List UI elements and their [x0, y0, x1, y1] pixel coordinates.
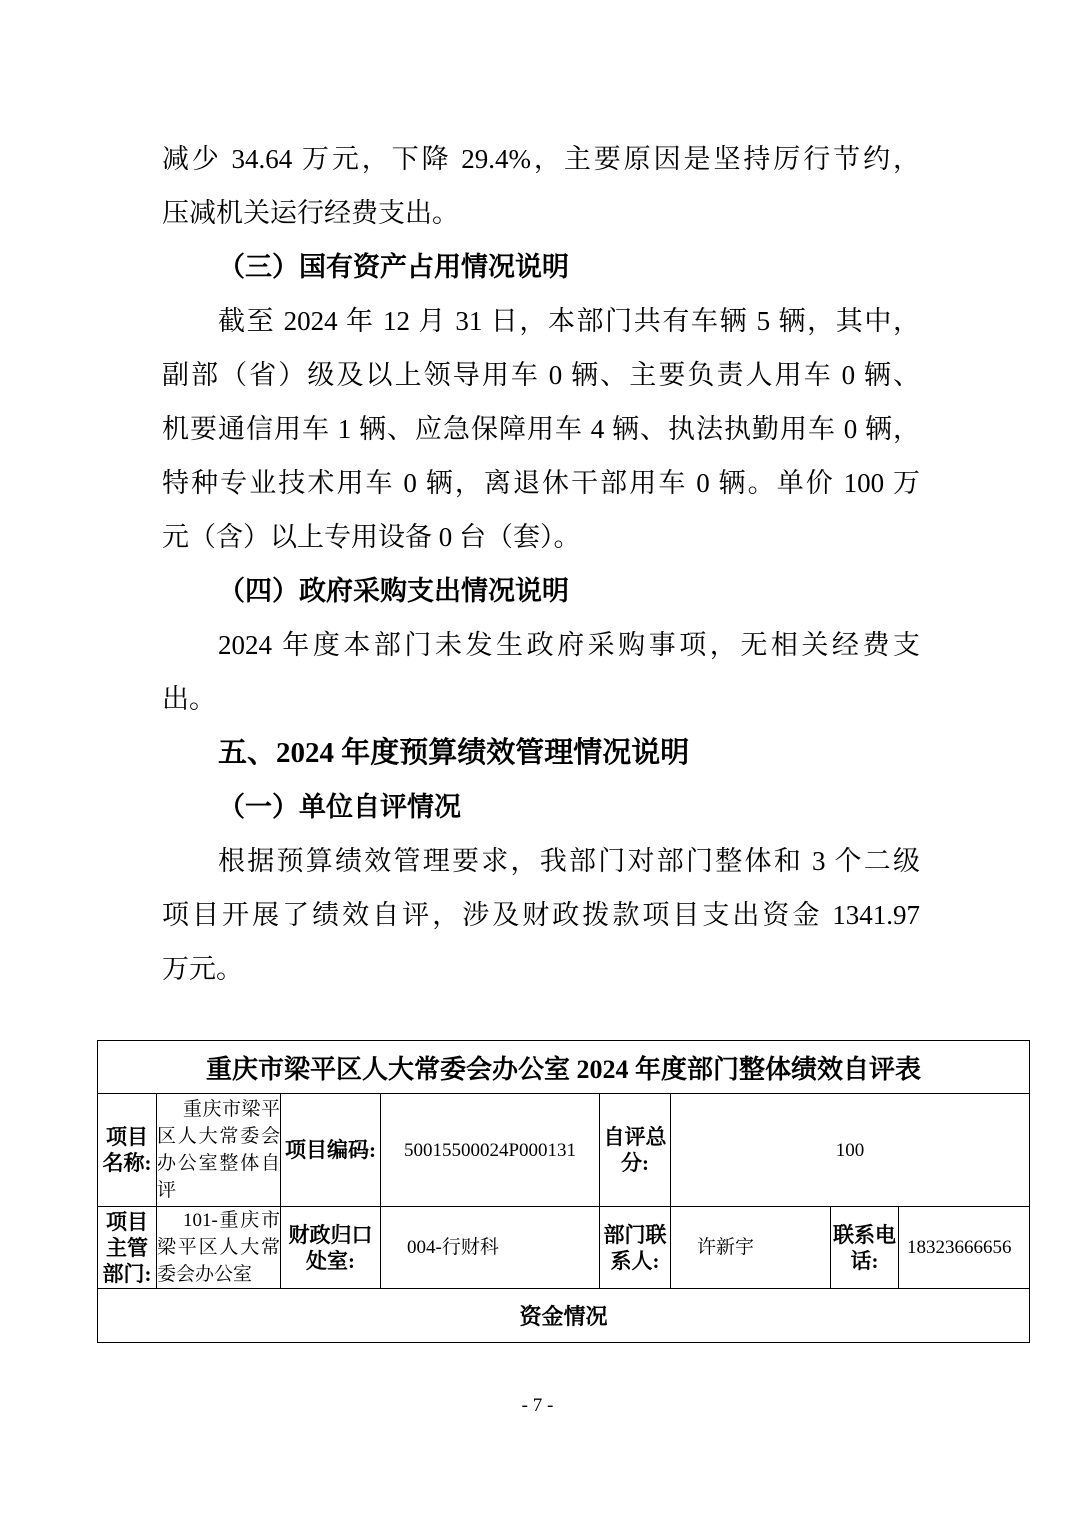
- section-heading: （三）国有资产占用情况说明: [218, 252, 569, 282]
- body-line: 出。: [162, 684, 216, 714]
- finance-office-label: 财政归口处室:: [281, 1207, 381, 1289]
- section-heading: （四）政府采购支出情况说明: [218, 576, 569, 606]
- phone-label: 联系电话:: [831, 1207, 899, 1289]
- project-code-label: 项目编码:: [281, 1094, 381, 1207]
- self-score-label: 自评总分:: [600, 1094, 671, 1207]
- body-line: 万元。: [162, 954, 243, 984]
- body-line: 根据预算绩效管理要求，我部门对部门整体和 3 个二级: [218, 846, 920, 876]
- project-name-label: 项目名称:: [98, 1094, 157, 1207]
- project-code-value: 50015500024P000131: [381, 1094, 600, 1207]
- body-line: 2024 年度本部门未发生政府采购事项，无相关经费支: [218, 630, 920, 660]
- table-title: 重庆市梁平区人大常委会办公室 2024 年度部门整体绩效自评表: [98, 1041, 1030, 1094]
- body-text: [162, 132, 920, 996]
- funds-section-header: 资金情况: [98, 1289, 1030, 1343]
- dept-label: 项目主管部门:: [98, 1207, 157, 1289]
- contact-label: 部门联系人:: [600, 1207, 671, 1289]
- contact-value: 许新宇: [671, 1207, 831, 1289]
- phone-value: 18323666656: [899, 1207, 1030, 1289]
- body-line: 特种专业技术用车 0 辆，离退休干部用车 0 辆。单价 100 万: [162, 468, 920, 498]
- body-line: 减少 34.64 万元，下降 29.4%，主要原因是坚持厉行节约，: [162, 144, 920, 174]
- body-line: 副部（省）级及以上领导用车 0 辆、主要负责人用车 0 辆、: [162, 360, 920, 390]
- chapter-heading: 五、2024 年度预算绩效管理情况说明: [218, 737, 690, 769]
- body-line: 截至 2024 年 12 月 31 日，本部门共有车辆 5 辆，其中，: [218, 306, 920, 336]
- body-line: 项目开展了绩效自评，涉及财政拨款项目支出资金 1341.97: [162, 900, 920, 930]
- page-number: - 7 -: [521, 1395, 554, 1416]
- finance-office-value: 004-行财科: [381, 1207, 600, 1289]
- section-heading: （一）单位自评情况: [218, 792, 461, 822]
- self-evaluation-table: [97, 1040, 1030, 1343]
- project-name-value: 重庆市梁平区人大常委会办公室整体自评: [157, 1094, 281, 1207]
- body-line: 元（含）以上专用设备 0 台（套）。: [162, 522, 581, 552]
- dept-value: 101-重庆市梁平区人大常委会办公室: [157, 1207, 281, 1289]
- body-line: 机要通信用车 1 辆、应急保障用车 4 辆、执法执勤用车 0 辆，: [162, 414, 920, 444]
- body-line: 压减机关运行经费支出。: [162, 198, 459, 228]
- self-score-value: 100: [671, 1094, 1030, 1207]
